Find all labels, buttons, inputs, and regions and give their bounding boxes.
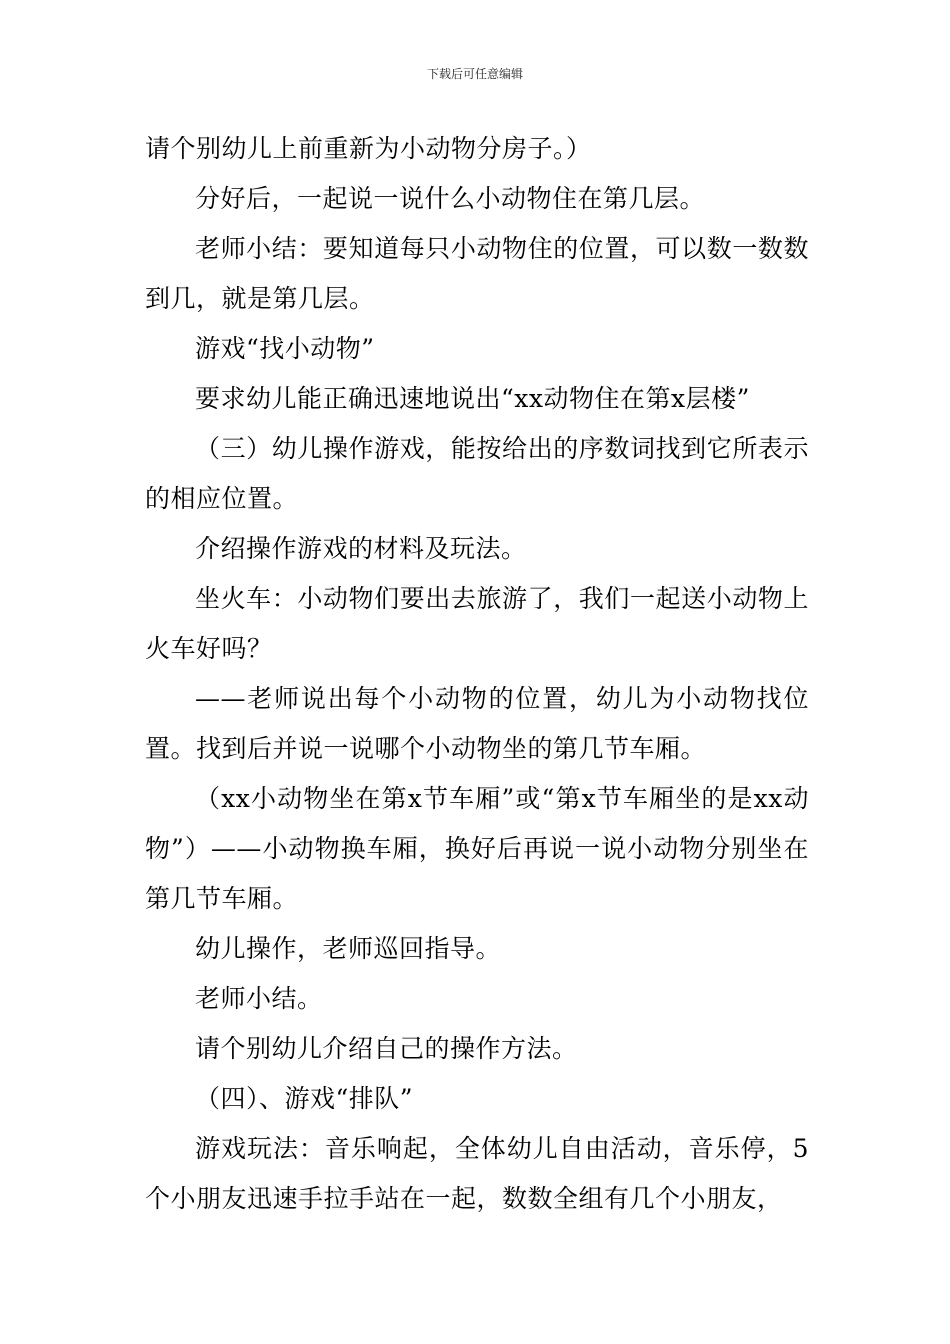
paragraph: 介绍操作游戏的材料及玩法。: [195, 534, 527, 563]
paragraph: 游戏玩法：音乐响起，全体幼儿自由活动，音乐停，5个小朋友迅速手拉手站在一起，数数全组有几个小朋友，: [145, 1134, 809, 1213]
paragraph: 请个别幼儿介绍自己的操作方法。: [195, 1034, 578, 1063]
paragraph: 老师小结：要知道每只小动物住的位置，可以数一数数到几，就是第几层。: [145, 234, 809, 313]
paragraph: 分好后，一起说一说什么小动物住在第几层。: [195, 184, 706, 213]
paragraph: （xx小动物坐在第x节车厢”或“第x节车厢坐的是xx动物”）——小动物换车厢，换好后再说一说小动物分别坐在第几节车厢。: [145, 784, 809, 913]
paragraph: 坐火车：小动物们要出去旅游了，我们一起送小动物上火车好吗？: [145, 584, 809, 663]
paragraph: 老师小结。: [195, 984, 323, 1013]
paragraph: （四）、游戏“排队”: [195, 1084, 414, 1113]
paragraph: 幼儿操作，老师巡回指导。: [195, 934, 502, 963]
paragraph: 要求幼儿能正确迅速地说出“xx动物住在第x层楼”: [195, 384, 750, 413]
paragraph: 请个别幼儿上前重新为小动物分房子。）: [145, 134, 592, 163]
document-body: [145, 124, 809, 1224]
paragraph: 游戏“找小动物”: [195, 334, 375, 363]
page-header: 下载后可任意编辑: [426, 67, 523, 81]
paragraph: ——老师说出每个小动物的位置，幼儿为小动物找位置。找到后并说一说哪个小动物坐的第几节车厢。: [145, 684, 809, 763]
paragraph: （三）幼儿操作游戏，能按给出的序数词找到它所表示的相应位置。: [145, 434, 809, 513]
